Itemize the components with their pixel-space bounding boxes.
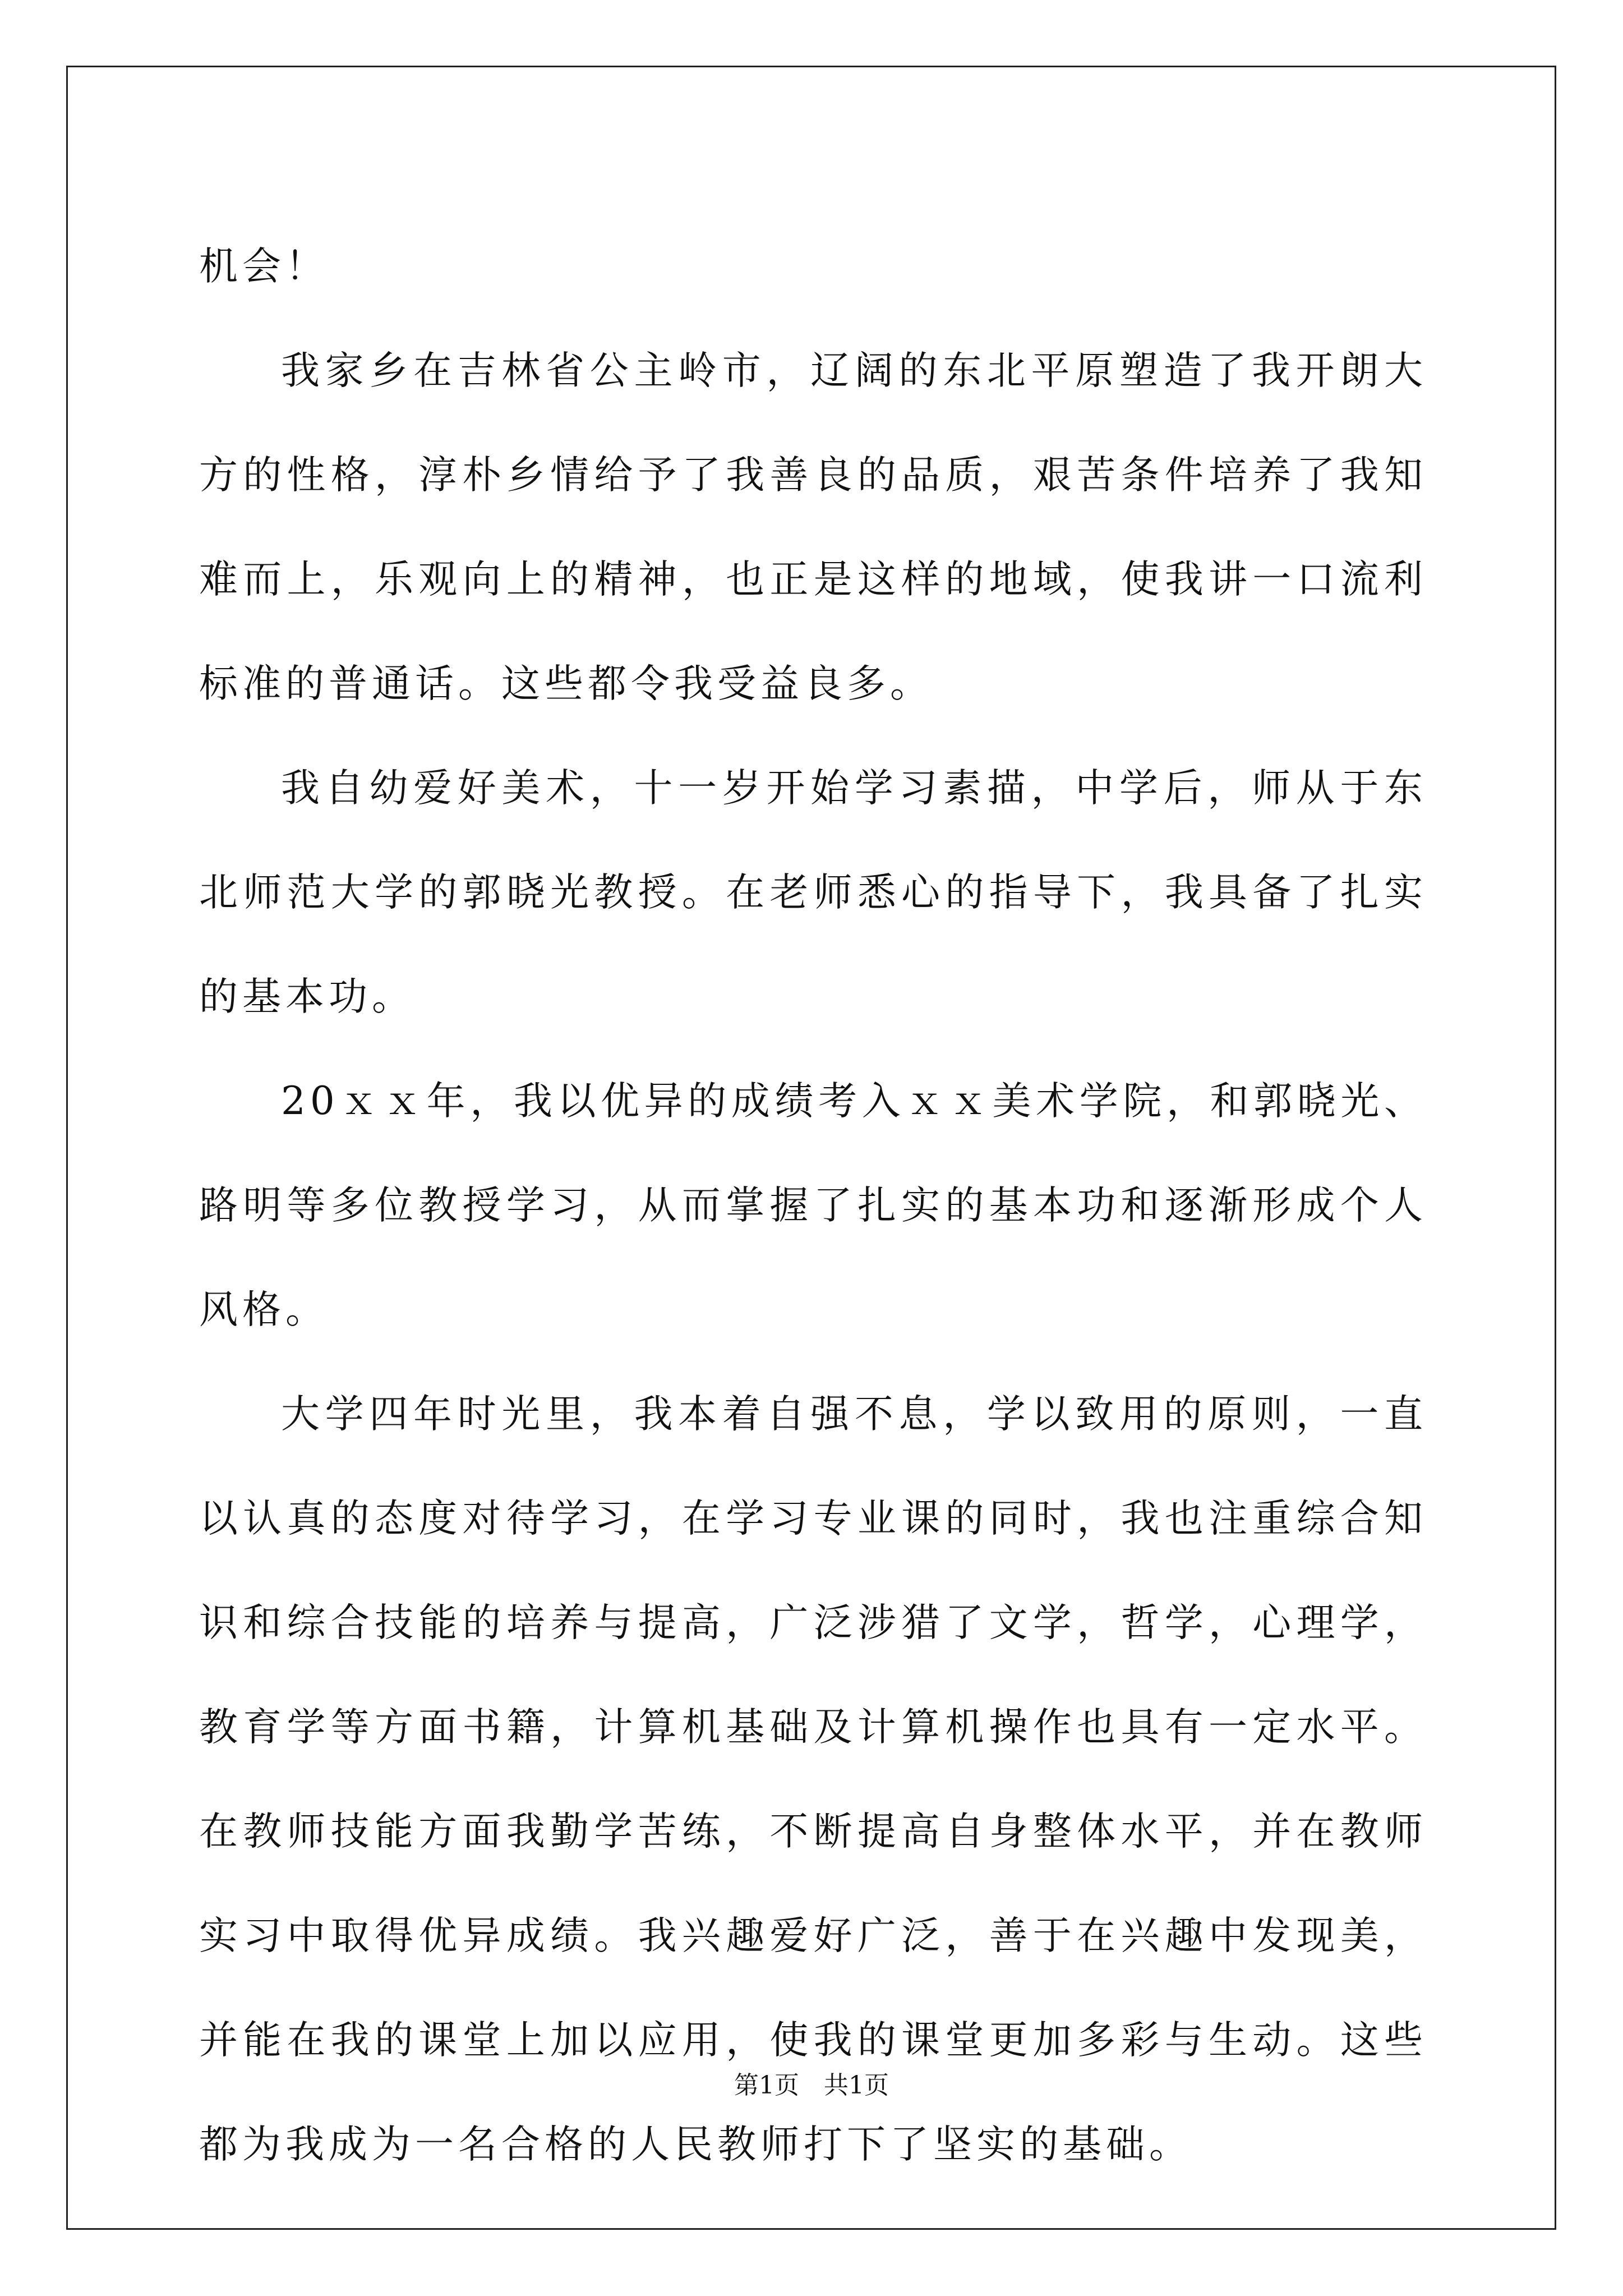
paragraph-1: 机会！ (199, 244, 329, 289)
paragraph-2: 我家乡在吉林省公主岭市，辽阔的东北平原塑造了我开朗大方的性格，淳朴乡情给予了我善良的品质，艰苦条件培养了我知难而上，乐观向上的精神，也正是这样的地域，使我讲一口流利标准的普通话。这些都令我受益良多。 (199, 348, 1427, 706)
page-total: 共1页 (824, 2071, 889, 2100)
page-number: 第1页 (734, 2071, 799, 2100)
document-body (199, 214, 1427, 2197)
paragraph-5: 大学四年时光里，我本着自强不息，学以致用的原则，一直以认真的态度对待学习，在学习专业课的同时，我也注重综合知识和综合技能的培养与提高，广泛涉猎了文学，哲学，心理学，教育学等方面书籍，计算机基础及计算机操作也具有一定水平。在教师技能方面我勤学苦练，不断提高自身整体水平，并在教师实习中取得优异成绩。我兴趣爱好广泛，善于在兴趣中发现美，并能在我的课堂上加以应用，使我的课堂更加多彩与生动。这些都为我成为一名合格的人民教师打下了坚实的基础。 (199, 1392, 1427, 2167)
paragraph-4: 20ｘｘ年，我以优异的成绩考入ｘｘ美术学院，和郭晓光、路明等多位教授学习，从而掌握了扎实的基本功和逐渐形成个人风格。 (199, 1079, 1427, 1332)
paragraph-3: 我自幼爱好美术，十一岁开始学习素描，中学后，师从于东北师范大学的郭晓光教授。在老师悉心的指导下，我具备了扎实的基本功。 (199, 766, 1427, 1019)
page-footer (0, 2069, 1623, 2102)
